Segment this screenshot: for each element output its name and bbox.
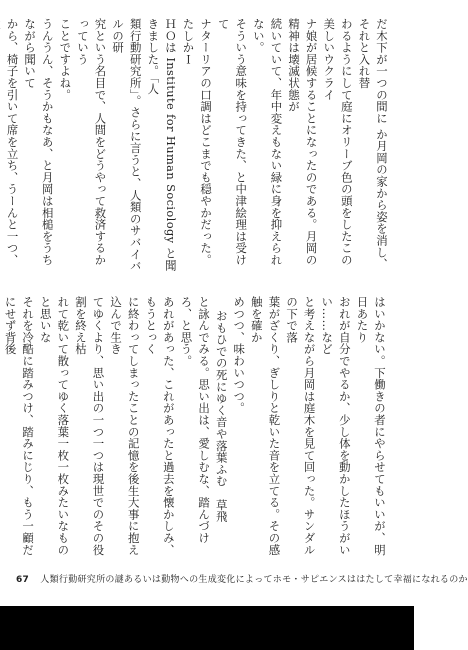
text-column: ナターリアの口調はどこまでも穏やかだった。たしかＩ [181, 18, 214, 266]
text-column: そういう意味を持ってきた、と中津絵理は受けて [216, 18, 249, 266]
text-column: と詠んでみる。思い出は、愛しむな、踏んづけろ、と思う。 [179, 296, 212, 544]
text-column: てゆくより、思い出の一つ一つは現世でのその役割を終え枯 [73, 296, 106, 556]
text-column: だ木下が一つの間に か月岡の家から姿を消し、それと入れ替 [357, 18, 389, 270]
text-column: 葉がざくり、ぎしりと乾いた音を立てる。その感触を確か [249, 296, 282, 556]
page-footer [16, 572, 468, 585]
running-title: 人類行動研究所の謎あるいは動物への生成変化によってホモ・サピエンスははたして幸福になれるのか [40, 575, 468, 585]
upper-text-block [5, 18, 390, 276]
text-column: それを冷酷に踏みつけ、踏みにじり、もう一顧だにせず背後 [3, 296, 36, 556]
text-column: 類行動研究所」。さらに言うと、人類のサバイバルの研 [111, 18, 143, 272]
text-column: から、椅子を引いて席を立ち、うーんと一つ、 [5, 18, 20, 266]
text-column: おれが自分でやるか、少し体を動かしたほうがいい……など [320, 296, 352, 556]
text-column: と考えながら月岡は庭木を見て回った。サンダルの下で落 [285, 296, 317, 556]
bottom-black-band [0, 606, 414, 650]
text-column: あれがあった、これがあったと過去を懐かしみ、もうとっく [144, 296, 176, 556]
text-column: れて乾いて散ってゆく落葉一枚一枚みたいなものと思いな [38, 296, 71, 556]
text-column: ナ娘が居候することになったのである。月岡の精神は壊滅状態が [287, 18, 319, 266]
text-column: に終わってしまったことの記憶を後生大事に抱え込んで生き [109, 296, 141, 556]
text-column: はいかない。下働きの者にやらせてもいいが、明日あたり [355, 296, 387, 556]
text-column: めつつ、味わいつつ。 [232, 296, 247, 414]
text-column [0, 296, 1, 558]
text-column: 究という名目で、人間をどうやって救済するかっていう [75, 18, 108, 266]
text-column: 続いていて、年中変えもない緑に身を抑えられない。 [251, 18, 284, 266]
text-column: うんうん、そうかもなあ、と月岡は相槌をうちながら聞いて [23, 18, 55, 266]
text-column: わるようにして庭にオリーブ色の頭をしたこの美しいウクライ [322, 18, 354, 266]
text-column: ことですよね。 [58, 18, 73, 101]
lower-text-block [3, 296, 388, 558]
page-number: 67 [16, 575, 30, 585]
haiku-line: おもひでの死にゆく音や落葉ふむ 草飛 [214, 310, 229, 523]
text-column: ＨＯは Institute for Human Sociology と聞きました。「人 [146, 18, 178, 272]
